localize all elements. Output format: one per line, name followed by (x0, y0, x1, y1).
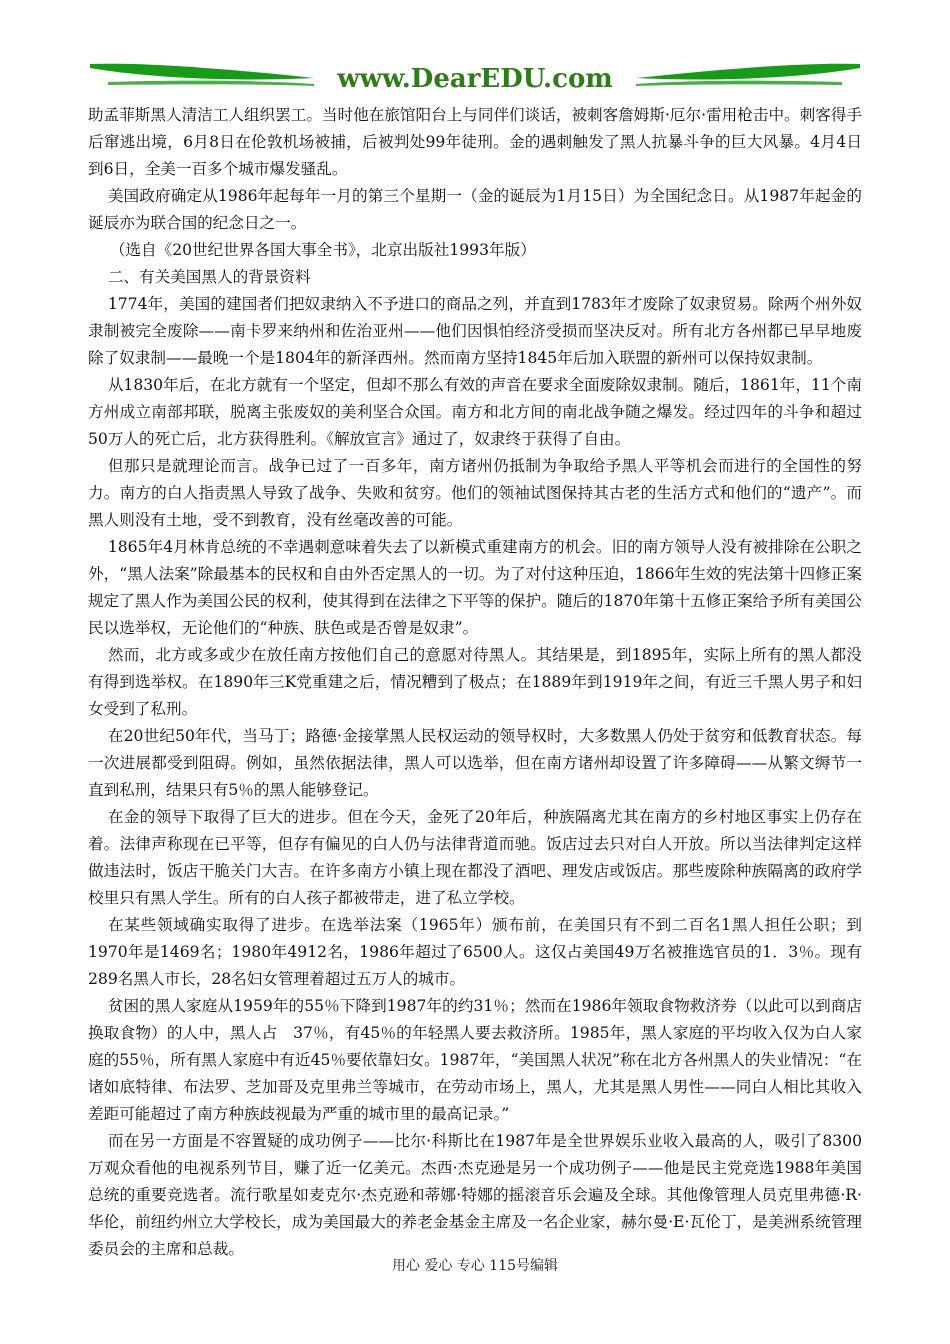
header-logo (88, 58, 862, 98)
paragraph-3: 1774年，美国的建国者们把奴隶纳入不予进口的商品之列，并直到1783年才废除了奴隶贸易。除两个州外奴隶制被完全废除——南卡罗来纳州和佐治亚州——他们因惧怕经济受损而坚决反对。所有北方各州都已早早地废除了奴隶制——最晚一个是1804年的新泽西州。然而南方坚持1845年后加入联盟的新州可以保持奴隶制。 (88, 295, 862, 367)
left-swoosh-icon (90, 64, 314, 80)
paragraph-8: 在20世纪50年代，当马丁；路德·金接掌黑人民权运动的领导权时，大多数黑人仍处于贫穷和低教育状态。每一次进展都受到阻碍。例如，虽然依据法律，黑人可以选举，但在南方诸州却设置了许多障碍——从繁文缛节一直到私刑，结果只有5％的黑人能够登记。 (88, 727, 862, 799)
site-header (88, 58, 862, 98)
paragraph-9: 在金的领导下取得了巨大的进步。但在今天，金死了20年后，种族隔离尤其在南方的乡村地区事实上仍存在着。法律声称现在已平等，但存有偏见的白人仍与法律背道而驰。饭店过去只对白人开放。所以当法律判定这样做违法时，饭店干脆关门大吉。在许多南方小镇上现在都没了酒吧、理发店或饭店。那些废除种族隔离的政府学校里只有黑人学生。所有的白人孩子都被带走，进了私立学校。 (88, 808, 862, 907)
paragraph-2: 美国政府确定从1986年起每年一月的第三个星期一（金的诞辰为1月15日）为全国纪念日。从1987年起金的诞辰亦为联合国的纪念日之一。 (88, 187, 862, 232)
article-body (88, 102, 862, 1263)
source-citation: （选自《20世纪世界各国大事全书》，北京出版社1993年版） (109, 241, 536, 259)
paragraph-5: 但那只是就理论而言。战争已过了一百多年，南方诸州仍抵制为争取给予黑人平等机会而进行的全国性的努力。南方的白人指责黑人导致了战争、失败和贫穷。他们的领袖试图保持其古老的生活方式和他们的“遗产”。而黑人则没有土地，受不到教育，没有丝毫改善的可能。 (88, 457, 862, 529)
logo-text: www.DearEDU.com (337, 64, 613, 94)
right-swoosh-icon (636, 64, 860, 80)
paragraph-12: 而在另一方面是不容置疑的成功例子——比尔·科斯比在1987年是全世界娱乐业收入最高的人，吸引了8300万观众看他的电视系列节目，赚了近一亿美元。杰西·杰克逊是另一个成功例子——他是民主党竞选1988年美国总统的重要竞选者。流行歌星如麦克尔·杰克逊和蒂娜·特娜的摇滚音乐会遍及全球。其他像管理人员克里弗德·R·华伦，前纽约州立大学校长，成为美国最大的养老金基金主席及一名企业家，赫尔曼·E·瓦伦丁，是美洲系统管理委员会的主席和总裁。 (88, 1132, 862, 1258)
section-heading: 二、有关美国黑人的背景资料 (107, 268, 311, 286)
paragraph-7: 然而，北方或多或少在放任南方按他们自己的意愿对待黑人。其结果是，到1895年，实际上所有的黑人都没有得到选举权。在1890年三K党重建之后，情况糟到了极点；在1889年到1919年之间，有近三千黑人男子和妇女受到了私刑。 (88, 646, 862, 718)
paragraph-6: 1865年4月林肯总统的不幸遇刺意味着失去了以新模式重建南方的机会。旧的南方领导人没有被排除在公职之外，“黑人法案”除最基本的民权和自由外否定黑人的一切。为了对付这种压迫，1866年生效的宪法第十四修正案规定了黑人作为美国公民的权利，使其得到在法律之下平等的保护。随后的1870年第十五修正案给予所有美国公民以选举权，无论他们的“种族、肤色或是否曾是奴隶”。 (88, 538, 862, 637)
paragraph-11: 贫困的黑人家庭从1959年的55％下降到1987年的约31％；然而在1986年领取食物救济券（以此可以到商店换取食物）的人中，黑人占 37％，有45％的年轻黑人要去救济所。1985年，黑人家庭的平均收入仅为白人家庭的55％，所有黑人家庭中有近45％要依靠妇女。1987年，“美国黑人状况”称在北方各州黑人的失业情况：“在诸如底特律、布法罗、芝加哥及克里弗兰等城市，在劳动市场上，黑人，尤其是黑人男性——同白人相比其收入差距可能超过了南方种族歧视最为严重的城市里的最高记录。” (88, 997, 862, 1123)
page-footer: 用心 爱心 专心 115号编辑 (391, 1258, 559, 1274)
paragraph-1: 助孟菲斯黑人清洁工人组织罢工。当时他在旅馆阳台上与同伴们谈话，被刺客詹姆斯·厄尔·雷用枪击中。刺客得手后窜逃出境，6月8日在伦敦机场被捕，后被判处99年徒刑。金的遇刺触发了黑人抗暴斗争的巨大风暴。4月4日到6日，全美一百多个城市爆发骚乱。 (88, 106, 863, 178)
paragraph-4: 从1830年后，在北方就有一个坚定，但却不那么有效的声音在要求全面废除奴隶制。随后，1861年，11个南方州成立南部邦联，脱离主张废奴的美利坚合众国。南方和北方间的南北战争随之爆发。经过四年的斗争和超过50万人的死亡后，北方获得胜利。《解放宣言》通过了，奴隶终于获得了自由。 (88, 376, 862, 448)
paragraph-10: 在某些领域确实取得了进步。在选举法案（1965年）颁布前，在美国只有不到二百名1黑人担任公职；到1970年是1469名；1980年4912名，1986年超过了6500人。这仅占美国49万名被推选官员的1．3％。现有289名黑人市长，28名妇女管理着超过五万人的城市。 (88, 916, 862, 988)
